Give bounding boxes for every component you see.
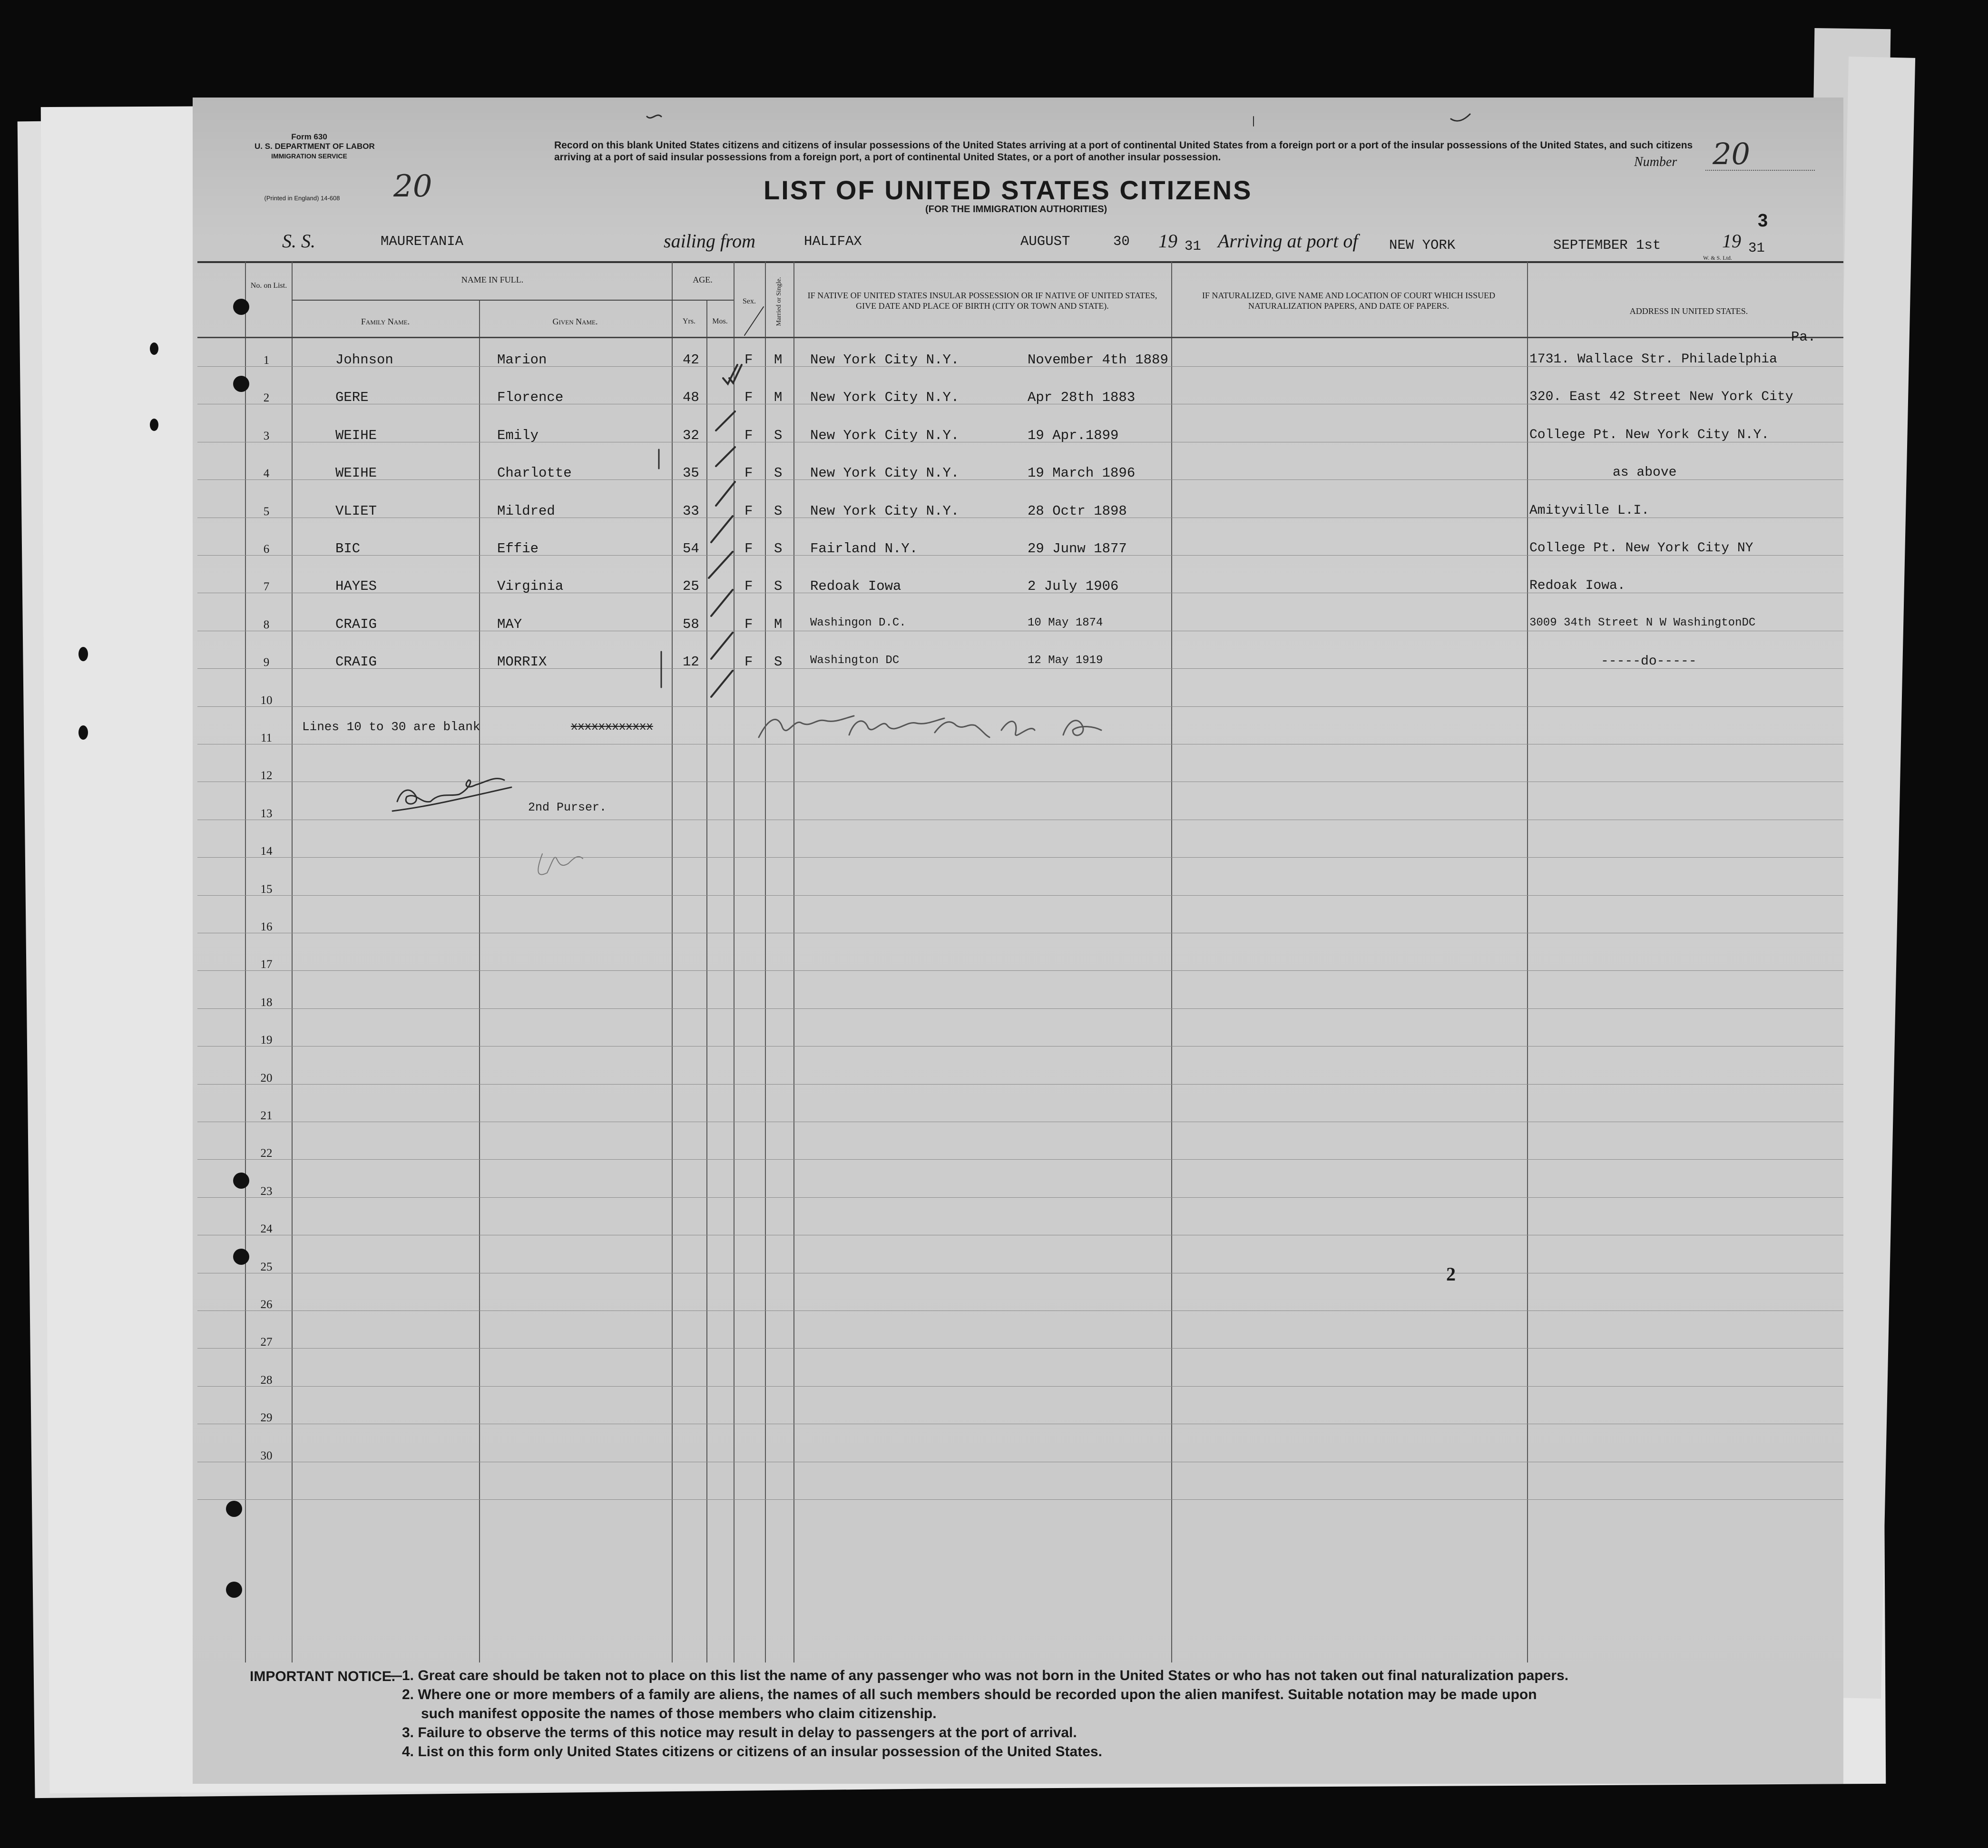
- us-address: Redoak Iowa.: [1529, 578, 1626, 593]
- arriving-label: Arriving at port of: [1218, 230, 1358, 252]
- us-address: -----do-----: [1601, 654, 1697, 669]
- given-name: MORRIX: [497, 654, 547, 670]
- given-name: Charlotte: [497, 465, 572, 481]
- us-address: College Pt. New York City NY: [1529, 541, 1753, 556]
- arrival-date: SEPTEMBER 1st: [1553, 237, 1661, 253]
- row-number: 25: [260, 1261, 273, 1273]
- family-name: WEIHE: [335, 428, 377, 443]
- marital-status: S: [774, 541, 783, 557]
- col-native-birth: IF NATIVE OF UNITED STATES INSULAR POSSESSION OR IF NATIVE OF UNITED STATES, GIVE DATE AND PLACE OF BIRTH (CITY OR TOWN AND STATE).: [807, 291, 1157, 311]
- row-number: 22: [260, 1147, 273, 1160]
- handwriting-overlay: [193, 98, 1843, 1784]
- us-address: 3009 34th Street N W WashingtonDC: [1529, 616, 1756, 629]
- record-instructions: Record on this blank United States citizens and citizens of insular possessions of the United States arriving at a port of continental United States from a foreign port or a port of the insular possessions of the United States, and such citizens arriving at a port of said insular possessions from a foreign port, a port of continental United States, or a port of another insular possession.: [554, 140, 1693, 163]
- row-number: 10: [260, 694, 273, 707]
- us-address: Amityville L.I.: [1529, 503, 1650, 518]
- marital-status: M: [774, 352, 783, 368]
- port-to: NEW YORK: [1389, 237, 1456, 253]
- age-years: 58: [683, 616, 699, 632]
- binder-hole: [150, 419, 158, 431]
- us-address: as above: [1613, 465, 1677, 480]
- form-dept: U. S. DEPARTMENT OF LABOR: [255, 142, 375, 151]
- binder-hole: [233, 299, 249, 315]
- sex: F: [744, 503, 753, 519]
- birth-place: New York City N.Y.: [810, 465, 960, 481]
- binder-hole: [150, 342, 158, 355]
- birth-place: Fairland N.Y.: [810, 541, 918, 557]
- given-name: Mildred: [497, 503, 555, 519]
- row-number: 5: [263, 505, 270, 518]
- manifest-page: [193, 98, 1843, 1784]
- age-years: 42: [683, 352, 699, 368]
- sex: F: [744, 541, 753, 557]
- sail-month: AUGUST: [1020, 234, 1070, 249]
- age-years: 54: [683, 541, 699, 557]
- row-number: 11: [260, 732, 273, 744]
- row-number: 29: [260, 1411, 273, 1424]
- binder-hole: [78, 725, 88, 740]
- form-printed: (Printed in England) 14-608: [264, 195, 340, 202]
- birth-place: New York City N.Y.: [810, 503, 960, 519]
- row-number: 4: [263, 467, 270, 480]
- col-yrs: Yrs.: [682, 317, 696, 325]
- blank-note: Lines 10 to 30 are blank: [302, 720, 480, 734]
- row-number: 18: [260, 996, 273, 1009]
- family-name: GERE: [335, 390, 369, 405]
- row-number: 14: [260, 845, 273, 858]
- marital-status: S: [774, 503, 783, 519]
- printer-mark: W. & S. Ltd.: [1703, 254, 1732, 261]
- row-number: 28: [260, 1374, 273, 1387]
- number-value: 20: [1713, 137, 1750, 171]
- row-number: 6: [263, 543, 270, 556]
- row-number: 27: [260, 1336, 273, 1349]
- birth-place: Washington DC: [810, 654, 900, 667]
- row-number: 17: [260, 958, 273, 971]
- age-years: 12: [683, 654, 699, 670]
- col-name-in-full: NAME IN FULL.: [461, 275, 524, 284]
- birth-place: Washingon D.C.: [810, 616, 906, 629]
- row-number: 21: [260, 1109, 273, 1122]
- age-years: 25: [683, 578, 699, 594]
- ship-name: MAURETANIA: [381, 234, 464, 249]
- marital-status: S: [774, 654, 783, 670]
- form-number: Form 630: [291, 132, 327, 141]
- marital-status: M: [774, 390, 783, 405]
- given-name: Marion: [497, 352, 547, 368]
- row-number: 3: [263, 430, 270, 442]
- row-number: 1: [263, 354, 270, 367]
- hand-number: 20: [393, 169, 432, 204]
- notice-item-4: 4. List on this form only United States citizens or citizens of an insular possession of the United States.: [402, 1744, 1102, 1760]
- age-years: 48: [683, 390, 699, 405]
- marital-status: S: [774, 578, 783, 594]
- arrival-year-prefix: 19: [1722, 230, 1741, 252]
- age-years: 35: [683, 465, 699, 481]
- col-address: ADDRESS IN UNITED STATES.: [1629, 306, 1748, 316]
- birth-date: Apr 28th 1883: [1028, 390, 1136, 405]
- sex: F: [744, 428, 753, 443]
- family-name: BIC: [335, 541, 361, 557]
- birth-date: 19 Apr.1899: [1028, 428, 1119, 443]
- binder-hole: [233, 376, 249, 392]
- family-name: Johnson: [335, 352, 393, 368]
- us-address-extra: Pa.: [1791, 329, 1816, 345]
- birth-place: Redoak Iowa: [810, 578, 901, 594]
- birth-place: New York City N.Y.: [810, 390, 960, 405]
- family-name: WEIHE: [335, 465, 377, 481]
- blank-x-marks: xxxxxxxxxxxx: [571, 721, 653, 733]
- birth-place: New York City N.Y.: [810, 428, 960, 443]
- form-service: IMMIGRATION SERVICE: [271, 152, 347, 160]
- birth-date: 10 May 1874: [1028, 616, 1103, 629]
- col-no-on-list: No. on List.: [250, 282, 287, 290]
- row-number: 8: [263, 618, 270, 631]
- birth-place: New York City N.Y.: [810, 352, 960, 368]
- birth-date: 12 May 1919: [1028, 654, 1103, 667]
- row-number: 2: [263, 391, 270, 404]
- sex: F: [744, 578, 753, 594]
- col-family-name: Family Name.: [361, 317, 410, 326]
- col-naturalized: IF NATURALIZED, GIVE NAME AND LOCATION OF COURT WHICH ISSUED NATURALIZATION PAPERS, AND DATE OF PAPERS.: [1202, 291, 1496, 311]
- family-name: HAYES: [335, 578, 377, 594]
- given-name: Emily: [497, 428, 539, 443]
- notice-heading: IMPORTANT NOTICE.: [250, 1669, 396, 1684]
- sex: F: [744, 352, 753, 368]
- stray-mark: 2: [1446, 1263, 1456, 1285]
- given-name: Florence: [497, 390, 564, 405]
- row-number: 9: [263, 656, 270, 669]
- notice-item-3: 3. Failure to observe the terms of this notice may result in delay to passengers at the port of arrival.: [402, 1725, 1077, 1740]
- us-address: College Pt. New York City N.Y.: [1529, 428, 1770, 442]
- col-mos: Mos.: [712, 317, 728, 325]
- age-years: 32: [683, 428, 699, 443]
- page-number: 3: [1758, 211, 1768, 231]
- age-years: 33: [683, 503, 699, 519]
- family-name: CRAIG: [335, 616, 377, 632]
- birth-date: 2 July 1906: [1028, 578, 1119, 594]
- family-name: CRAIG: [335, 654, 377, 670]
- sex: F: [744, 616, 753, 632]
- purser-label: 2nd Purser.: [528, 801, 607, 814]
- sex: F: [744, 390, 753, 405]
- row-number: 19: [260, 1034, 273, 1046]
- arrival-year-suffix: 31: [1748, 240, 1765, 256]
- row-number: 20: [260, 1072, 273, 1085]
- row-number: 30: [260, 1449, 273, 1462]
- marital-status: S: [774, 465, 783, 481]
- port-from: HALIFAX: [804, 234, 862, 249]
- birth-date: 19 March 1896: [1028, 465, 1136, 481]
- col-married-single: Married or Single.: [775, 277, 783, 326]
- row-number: 13: [260, 807, 273, 820]
- sex: F: [744, 465, 753, 481]
- page-subtitle: (FOR THE IMMIGRATION AUTHORITIES): [925, 204, 1107, 215]
- row-number: 26: [260, 1298, 273, 1311]
- marital-status: M: [774, 616, 783, 632]
- binder-hole: [226, 1501, 242, 1517]
- binder-hole: [78, 647, 88, 661]
- given-name: Virginia: [497, 578, 564, 594]
- row-number: 24: [260, 1222, 273, 1235]
- sailing-label: sailing from: [664, 230, 755, 252]
- binder-hole: [226, 1582, 242, 1598]
- notice-item-1: —1. Great care should be taken not to place on this list the name of any passenger who was not born in the United States or who has not taken out final naturalization papers.: [388, 1668, 1569, 1683]
- birth-date: 29 Junw 1877: [1028, 541, 1127, 557]
- row-number: 16: [260, 920, 273, 933]
- notice-item-2: 2. Where one or more members of a family are aliens, the names of all such members should be recorded upon the alien manifest. Suitable notation may be made upon: [402, 1687, 1537, 1702]
- given-name: MAY: [497, 616, 522, 632]
- row-number: 23: [260, 1185, 273, 1198]
- us-address: 320. East 42 Street New York City: [1529, 390, 1793, 404]
- sail-year-prefix: 19: [1158, 230, 1177, 252]
- sail-day: 30: [1113, 234, 1130, 249]
- ss-label: S. S.: [282, 230, 315, 252]
- given-name: Effie: [497, 541, 539, 557]
- row-number: 15: [260, 883, 273, 896]
- col-age: AGE.: [693, 275, 713, 284]
- sail-year-suffix: 31: [1185, 238, 1201, 254]
- col-sex: Sex.: [743, 297, 756, 305]
- page-title: LIST OF UNITED STATES CITIZENS: [764, 175, 1253, 205]
- binder-hole: [233, 1173, 249, 1189]
- family-name: VLIET: [335, 503, 377, 519]
- birth-date: November 4th 1889: [1028, 352, 1168, 368]
- sex: F: [744, 654, 753, 670]
- col-given-name: Given Name.: [552, 317, 598, 326]
- birth-date: 28 Octr 1898: [1028, 503, 1127, 519]
- notice-item-2-cont: such manifest opposite the names of those members who claim citizenship.: [421, 1706, 937, 1721]
- row-number: 12: [260, 769, 273, 782]
- binder-hole: [233, 1249, 249, 1265]
- us-address: 1731. Wallace Str. Philadelphia: [1529, 352, 1777, 367]
- row-number: 7: [263, 580, 270, 593]
- number-label: Number: [1634, 155, 1677, 169]
- marital-status: S: [774, 428, 783, 443]
